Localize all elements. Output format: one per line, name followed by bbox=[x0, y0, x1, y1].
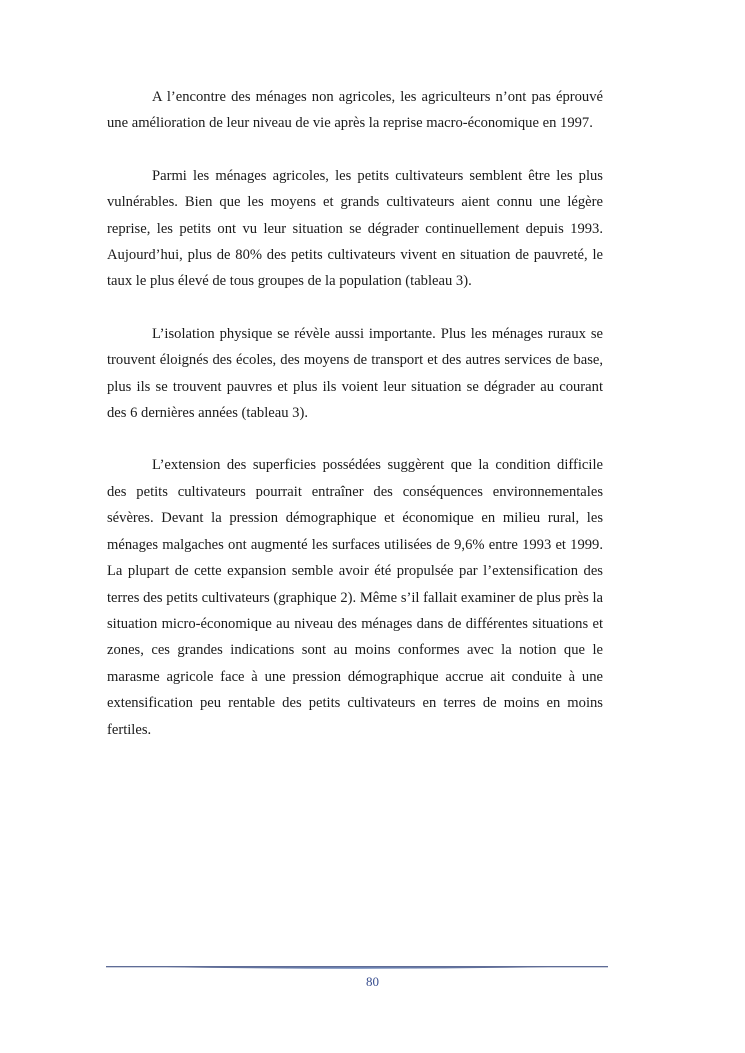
paragraph-1: A l’encontre des ménages non agricoles, les agriculteurs n’ont pas éprouvé une amélioration de leur niveau de vie après la reprise macro-économique en 1997. bbox=[107, 89, 603, 132]
page-number: 80 bbox=[366, 974, 379, 989]
footer-divider bbox=[106, 964, 608, 970]
paragraph-2: Parmi les ménages agricoles, les petits cultivateurs semblent être les plus vulnérables. Bien que les moyens et grands cultivateurs aient connu une légère reprise, les petits ont vu leur situation se dégrader continuellement depuis 1993. Aujourd’hui, plus de 80% des petits cultivateurs vivent en situation de pauvreté, le taux le plus élevé de tous groupes de la population (tableau 3). bbox=[107, 167, 603, 290]
document-body bbox=[107, 84, 603, 769]
footer-divider-graphic bbox=[106, 964, 608, 970]
paragraph-3: L’isolation physique se révèle aussi importante. Plus les ménages ruraux se trouvent éloignés des écoles, des moyens de transport et des autres services de base, plus ils se trouvent pauvres et plus ils voient leur situation se dégrader au courant des 6 dernières années (tableau 3). bbox=[107, 325, 603, 422]
paragraph-4: L’extension des superficies possédées suggèrent que la condition difficile des petits cultivateurs pourrait entraîner des conséquences environnementales sévères. Devant la pression démographique et économique en milieu rural, les ménages malgaches ont augmenté les surfaces utilisées de 9,6% entre 1993 et 1999. La plupart de cette expansion semble avoir été propulsée par l’extensification des terres des petits cultivateurs (graphique 2). Même s’il fallait examiner de plus près la situation micro-économique au niveau des ménages dans de différentes situations et zones, ces grandes indications sont au moins conformes avec la notion que le marasme agricole face à une pression démographique accrue ait conduite à une extensification peu rentable des petits cultivateurs en terres de moins en moins fertiles. bbox=[107, 457, 603, 738]
